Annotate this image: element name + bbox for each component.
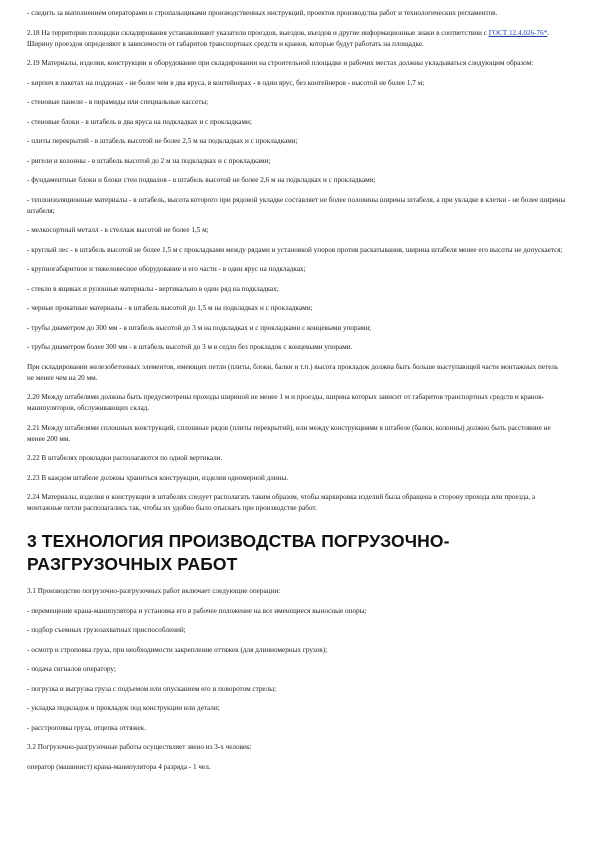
paragraph-2-22: 2.22 В штабелях прокладки располагаются по одной вертикали. [27, 454, 223, 462]
paragraph-3-1: 3.1 Производство погрузочно-разгрузочных работ включает следующие операции: [27, 587, 281, 595]
paragraph-2-20: 2.20 Между штабелями должны быть предусмотрены проходы шириной не менее 1 м и проезды, ширина которых зависит от габаритов транспортных средств и кранов-манипуляторов, обслуживающих склад. [27, 393, 545, 412]
list-item: - кирпич в пакетах на поддонах - не более чем в два яруса, в контейнерах - в один ярус, без контейнеров - высотой не более 1,7 м; [27, 78, 425, 87]
list-item: - расстроповка груза, отцепка оттяжек. [27, 723, 146, 732]
list-item: - стеновые панели - в пирамиды или специальные кассеты; [27, 98, 209, 106]
list-item: - подбор съемных грузозахватных приспособлений; [27, 626, 186, 634]
list-item: - теплоизоляционные материалы - в штабель, высота которого при рядовой укладке составляет не более половины ширины штабеля, а при укладке в клетки - не более ширины штабеля; [27, 195, 566, 215]
list-item: - черные прокатные материалы - в штабель высотой до 1,5 м на подкладках и с прокладками; [27, 304, 313, 312]
document-page [27, 8, 567, 781]
section-3-heading-line1: 3 ТЕХНОЛОГИЯ ПРОИЗВОДСТВА ПОГРУЗОЧНО- [27, 531, 450, 551]
gost-link[interactable]: ГОСТ 12.4.026-76* [488, 28, 548, 37]
note-paragraph: При складировании железобетонных элементов, имеющих петли (плиты, блоки, балки и т.п.) высота прокладок должна быть больше выступающей части монтажных петель не менее чем на 20 мм. [27, 362, 559, 382]
list-item: - ригели и колонны - в штабель высотой до 2 м на подкладках и с прокладками; [27, 156, 271, 165]
list-item: - круглый лес - в штабель высотой не более 1,5 м с прокладками между рядами и установкой упоров против раскатывания, ширина штабеля менее его высоты не допускается; [27, 245, 563, 254]
list-item: - крупногабаритное и тяжеловесное оборудование и его части - в один ярус на подкладках; [27, 265, 306, 273]
section-3-heading-line2: РАЗГРУЗОЧНЫХ РАБОТ [27, 554, 238, 574]
list-item: - перемещение крана-манипулятора и установка его в рабочее положение на все имеющиеся выносные опоры; [27, 606, 367, 615]
list-item: - трубы диаметром до 300 мм - в штабель высотой до 3 м на подкладках и с прокладками с концевыми упорами; [27, 323, 372, 332]
paragraph-2-21: 2.21 Между штабелями сплошных конструкций, сплошные рядов (плиты перекрытий), или между конструкциями в штабеле (балки, колонны) должно быть расстояние не менее 200 мм. [27, 423, 551, 443]
paragraph-2-24: 2.24 Материалы, изделия и конструкции в штабелях следует располагать таким образом, чтобы маркировка изделий была обращена в сторону прохода или проезда, а монтажные петли располагались так, чтобы их удобно было отыскать при производстве работ. [27, 493, 536, 512]
list-item: - плиты перекрытий - в штабель высотой не более 2,5 м на подкладках и с прокладками; [27, 137, 298, 145]
list-item: - стекло в ящиках и рулонные материалы - вертикально в один ряд на подкладках; [27, 284, 279, 293]
list-item: - фундаментные блоки и блоки стен подвалов - в штабель высотой не более 2,6 м на подкладках и с прокладками; [27, 176, 376, 184]
list-item: - подача сигналов оператору; [27, 665, 116, 673]
paragraph-2-18-text-after: . Ширину проездов определяют в зависимости от габаритов транспортных средств и кранов, которые будут работать на площадке. [27, 28, 550, 48]
paragraph-2-19: 2.19 Материалы, изделия, конструкции и оборудование при складировании на строительной площадке и рабочих местах должны укладываться следующим образом: [27, 59, 534, 67]
paragraph-3-2: 3.2 Погрузочно-разгрузочные работы осуществляет звено из 3-х человек: [27, 743, 252, 751]
paragraph-3-2-line: оператор (машинист) крана-манипулятора 4 разряда - 1 чел. [27, 762, 211, 771]
paragraph-2-18 [27, 28, 567, 50]
list-item: - укладка подкладок и прокладок под конструкции или детали; [27, 704, 220, 712]
paragraph-2-18-text-before: 2.18 На территории площадки складирования устанавливают указатели проездов, выездов, въездов и другие информационные знаки в соответствии с [27, 28, 489, 37]
list-item: - осмотр и строповка груза, при необходимости закрепление оттяжек (для длинномерных грузов); [27, 645, 328, 654]
list-item: - трубы диаметром более 300 мм - в штабель высотой до 3 м в седло без прокладок с концевыми упорами. [27, 343, 353, 351]
list-item: - погрузка и выгрузка груза с подъемом или опусканием его и поворотом стрелы; [27, 684, 277, 693]
paragraph-2-23: 2.23 В каждом штабеле должны храниться конструкции, изделия одномерной длины. [27, 473, 289, 482]
list-item: - мелкосортный металл - в стеллаж высотой не более 1,5 м; [27, 226, 209, 234]
list-item: - стеновые блоки - в штабель в два яруса на подкладках и с прокладками; [27, 117, 252, 126]
section-3-heading [27, 530, 567, 576]
intro-paragraph: - следить за выполнением операторами и стропальщиками производственных инструкций, проектов производства работ и технологических регламентов. [27, 9, 498, 17]
